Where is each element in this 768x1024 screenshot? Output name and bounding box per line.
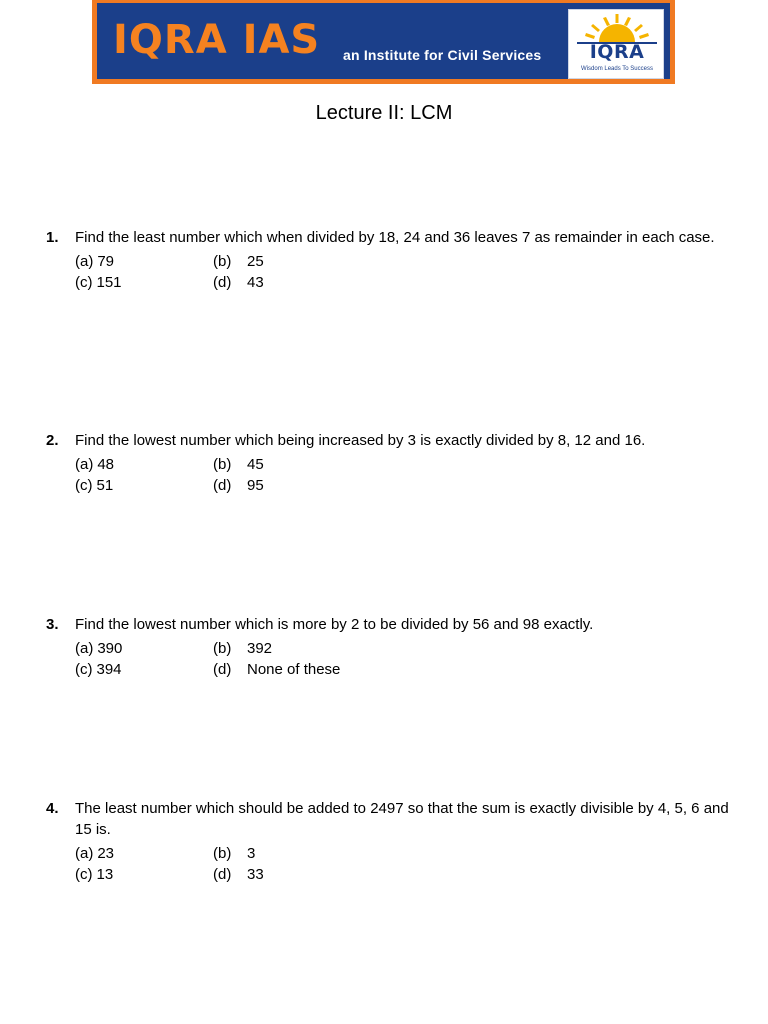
option-a: (a) 79 bbox=[75, 253, 115, 270]
logo-slogan: Wisdom Leads To Success bbox=[581, 66, 653, 72]
option-c: (c) 394 bbox=[75, 661, 122, 678]
page-title: Lecture II: LCM bbox=[315, 102, 453, 124]
option-c: (c) 51 bbox=[75, 477, 114, 494]
brand-tagline: an Institute for Civil Services bbox=[343, 47, 542, 63]
question-number: 2. bbox=[46, 432, 59, 449]
option-c: (c) 151 bbox=[75, 274, 122, 291]
option-b: (b) 45 bbox=[213, 456, 264, 473]
question-text: Find the lowest number which is more by 2 to be divided by 56 and 98 exactly. bbox=[75, 616, 594, 633]
question-3 bbox=[46, 614, 736, 680]
question-text: The least number which should be added to 2497 so that the sum is exactly divisible by 4, 5, 6 and 15 is. bbox=[75, 800, 729, 838]
option-d: (d) 43 bbox=[213, 274, 264, 291]
question-text: Find the least number which when divided by 18, 24 and 36 leaves 7 as remainder in each case. bbox=[75, 229, 715, 246]
option-a: (a) 23 bbox=[75, 845, 115, 862]
brand-name: IQRA IAS bbox=[113, 17, 321, 63]
option-d: (d) 95 bbox=[213, 477, 264, 494]
question-4 bbox=[46, 798, 736, 885]
option-a: (a) 390 bbox=[75, 640, 123, 657]
question-number: 1. bbox=[46, 229, 59, 246]
option-a: (a) 48 bbox=[75, 456, 115, 473]
question-1 bbox=[46, 227, 736, 293]
iqra-logo bbox=[568, 9, 664, 79]
option-b: (b) 25 bbox=[213, 253, 264, 270]
option-d: (d) None of these bbox=[213, 661, 341, 678]
logo-wordmark: IQRA bbox=[589, 41, 645, 63]
question-number: 4. bbox=[46, 800, 59, 817]
option-b: (b) 392 bbox=[213, 640, 273, 657]
options-list bbox=[75, 454, 736, 496]
option-d: (d) 33 bbox=[213, 866, 264, 883]
banner-panel bbox=[97, 3, 670, 79]
options-list bbox=[75, 251, 736, 293]
header-banner bbox=[92, 0, 675, 84]
question-2 bbox=[46, 430, 736, 496]
question-number: 3. bbox=[46, 616, 59, 633]
options-list bbox=[75, 638, 736, 680]
option-b: (b) 3 bbox=[213, 845, 256, 862]
question-text: Find the lowest number which being increased by 3 is exactly divided by 8, 12 and 16. bbox=[75, 432, 646, 449]
options-list bbox=[75, 843, 736, 885]
option-c: (c) 13 bbox=[75, 866, 114, 883]
